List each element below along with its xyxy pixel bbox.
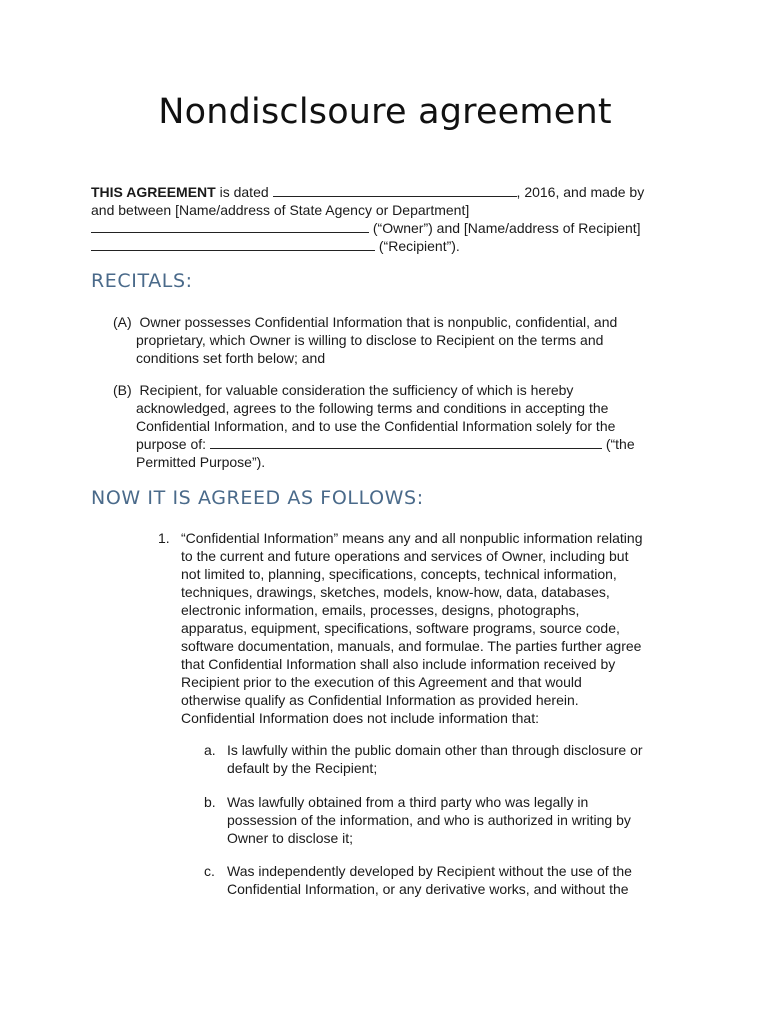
clause-1a-label: a. [204,742,216,758]
clause-1-line: that Confidential Information shall also include information received by [181,656,616,672]
recital-b-first-line [113,381,673,399]
intro-line-2: and between [Name/address of State Agency or Department] [91,202,470,218]
intro-text: (“Recipient”). [375,238,460,254]
intro-line-4 [91,237,681,255]
recital-b [113,381,673,471]
recital-b-text: Confidential Information, and to use the Confidential Information solely for the [136,418,616,434]
agreed-heading: NOW IT IS AGREED AS FOLLOWS: [91,487,424,509]
date-blank-line [273,184,517,197]
clause-1c-text [227,862,632,898]
intro-lead-bold: THIS AGREEMENT [91,184,216,200]
recital-a-text: proprietary, which Owner is willing to disclose to Recipient on the terms and [136,332,604,348]
clause-1b-label: b. [204,794,216,810]
clause-1-line: Recipient prior to the execution of this Agreement and that would [181,674,582,690]
clause-1-line: “Confidential Information” means any and all nonpublic information relating [181,530,643,546]
clause-1-line: electronic information, emails, processes, designs, photographs, [181,602,580,618]
clause-1-number: 1. [158,530,170,546]
intro-text: , 2016, and made by [516,184,645,200]
clause-1b-line: possession of the information, and who is authorized in writing by [227,812,631,828]
recital-b-text: Recipient, for valuable consideration the sufficiency of which is hereby [139,382,574,398]
clause-1-line: otherwise qualify as Confidential Information as provided herein. [181,692,579,708]
clause-1-line: software documentation, manuals, and formulae. The parties further agree [181,638,642,654]
recital-a-text: conditions set forth below; and [136,350,326,366]
clause-1-line: apparatus, equipment, specifications, software programs, source code, [181,620,620,636]
owner-blank-line [91,220,369,233]
recital-a [113,313,673,367]
clause-1b-line: Owner to disclose it; [227,830,354,846]
clause-1-line: Confidential Information does not include information that: [181,710,539,726]
recital-a-text: Owner possesses Confidential Information that is nonpublic, confidential, and [139,314,618,330]
clause-1-line: to the current and future operations and services of Owner, including but [181,548,629,564]
clause-1a-line: default by the Recipient; [227,760,378,776]
recitals-heading: RECITALS: [91,270,193,292]
intro-line-3 [91,219,681,237]
intro-text: (“Owner”) and [Name/address of Recipient] [369,220,641,236]
clause-1c-line: Confidential Information, or any derivative works, and without the [227,881,629,897]
clause-1c-line: Was independently developed by Recipient without the use of the [227,863,632,879]
recital-a-label: (A) [113,314,132,330]
clause-1-line: not limited to, planning, specifications, concepts, technical information, [181,566,617,582]
clause-1b-text [227,793,631,847]
recital-b-label: (B) [113,382,132,398]
clause-1a-line: Is lawfully within the public domain other than through disclosure or [227,742,643,758]
purpose-blank-line [210,436,602,449]
clause-1-line: techniques, drawings, sketches, models, know-how, data, databases, [181,584,610,600]
intro-text: is dated [215,184,273,200]
recital-b-purpose-line [113,435,673,453]
recital-b-text: Permitted Purpose”). [136,454,266,470]
page-title: Nondisclsoure agreement [158,92,612,132]
intro-line-1 [91,183,681,201]
clause-1c-label: c. [204,863,215,879]
recital-a-first-line [113,313,673,331]
recital-b-text: (“the [601,436,635,452]
recital-b-text: purpose of: [136,436,210,452]
recital-b-text: acknowledged, agrees to the following terms and conditions in accepting the [136,400,609,416]
recipient-blank-line [91,238,375,251]
clause-1a-text [227,741,643,777]
clause-1-text [181,529,642,727]
clause-1b-line: Was lawfully obtained from a third party who was legally in [227,794,589,810]
intro-paragraph [91,183,681,255]
